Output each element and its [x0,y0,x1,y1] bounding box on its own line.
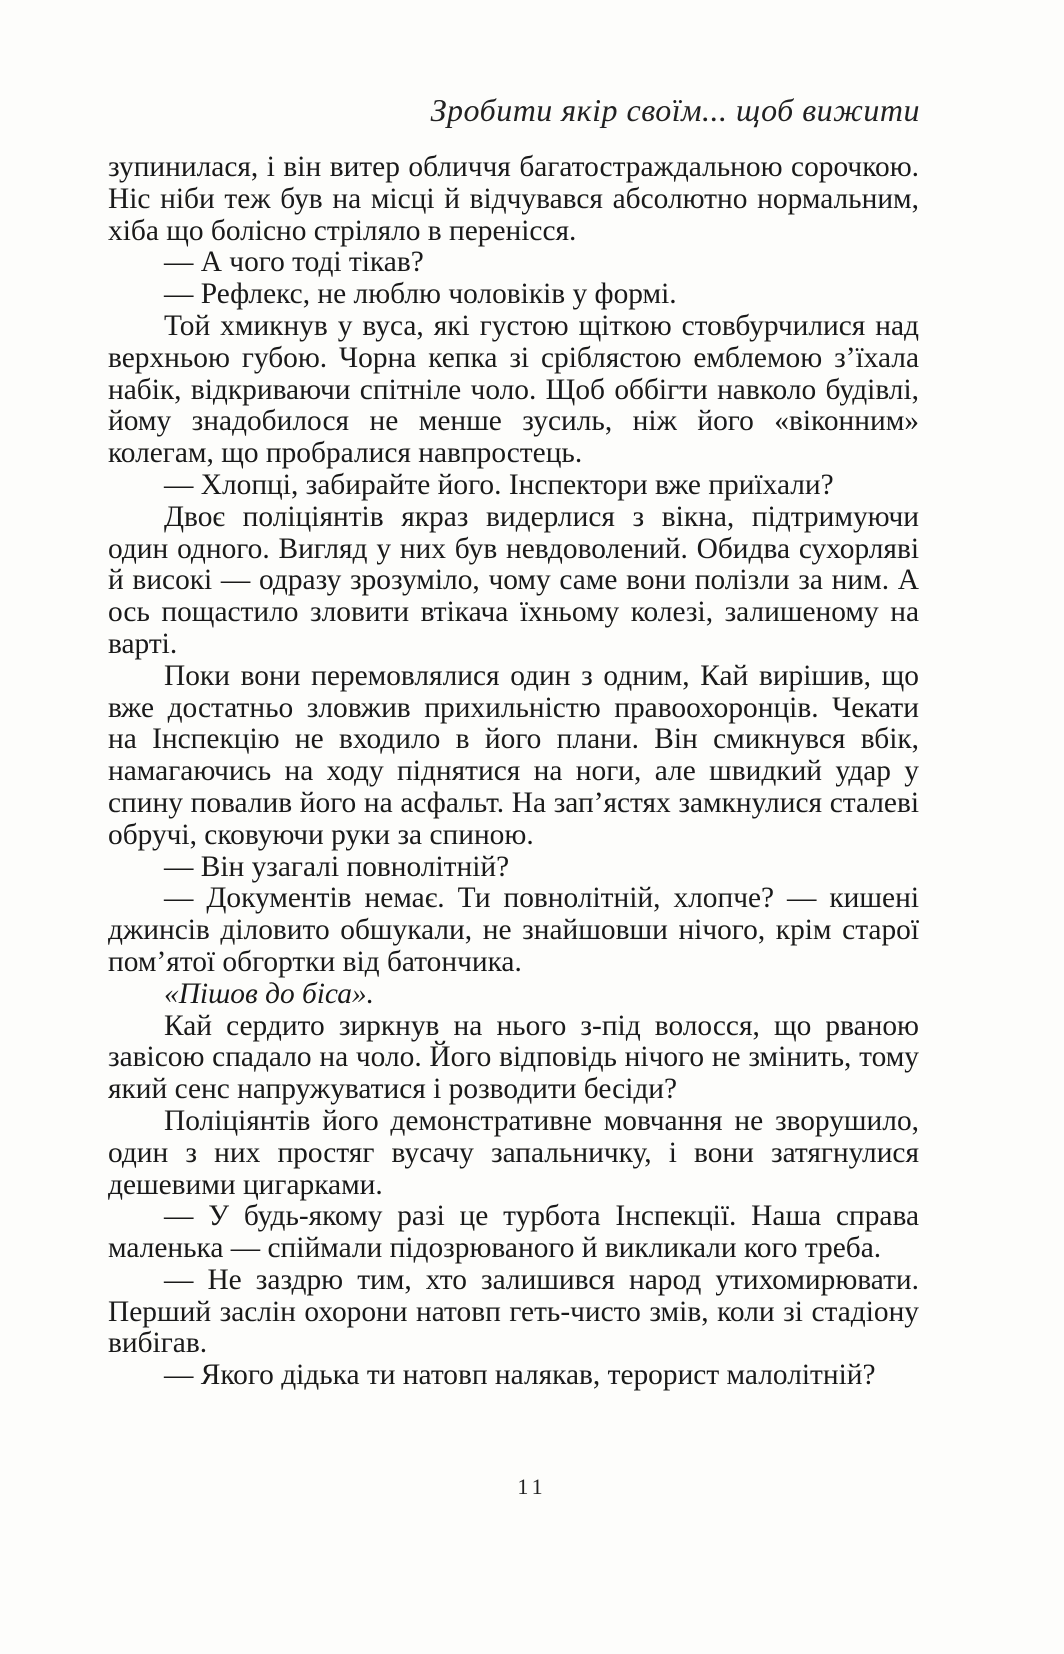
paragraph: — Документів немає. Ти повнолітній, хлопче? — кишені джинсів діловито обшукали, не знайшовши нічого, крім старої пом’ятої обгортки від батончика. [108,882,919,978]
paragraph: — Рефлекс, не люблю чоловіків у формі. [164,278,677,311]
paragraph: Двоє поліціянтів якраз видерлися з вікна, підтримуючи один одного. Вигляд у них був невдоволений. Обидва сухорляві й високі — одразу зрозуміло, чому саме вони полізли за ним. А ось пощастило зловити втікача їхньому колезі, залишеному на варті. [108,500,919,660]
body-text [108,152,919,1392]
paragraph: — Він узагалі повнолітній? [164,850,510,883]
paragraph: Кай сердито зиркнув на нього з-під волосся, що рваною завісою спадало на чоло. Його відповідь нічого не змінить, тому який сенс напружуватися і розводити бесіди? [108,1009,919,1106]
paragraph: — Якого дідька ти натовп налякав, терорист малолітній? [164,1359,876,1392]
paragraph: Той хмикнув у вуса, які густою щіткою стовбурчилися над верхньою губою. Чорна кепка зі сріблястою емблемою з’їхала набік, відкриваючи спітніле чоло. Щоб оббігти навколо будівлі, йому знадобилося не менше зусиль, ніж його «віконним» колегам, що пробралися навпростець. [108,309,919,470]
paragraph: зупинилася, і він витер обличчя багатостраждальною сорочкою. Ніс ніби теж був на місці й відчувався абсолютно нормальним, хіба що болісно стріляло в перенісся. [108,151,919,247]
page-number: 11 [517,1474,547,1499]
paragraph: — Не заздрю тим, хто залишився народ утихомирювати. Перший заслін охорони натовп геть-чисто змів, коли зі стадіону вибігав. [108,1263,919,1360]
paragraph: Поліціянтів його демонстративне мовчання не зворушило, один з них простяг вусачу запальничку, і вони затягнулися дешевими цигарками. [108,1104,919,1201]
paragraph: — У будь-якому разі це турбота Інспекції. Наша справа маленька — спіймали підозрюваного й викликали кого треба. [108,1200,919,1265]
paragraph: Поки вони перемовлялися один з одним, Кай вирішив, що вже достатньо зловжив прихильністю правоохоронців. Чекати на Інспекцію не входило в його плани. Він смикнувся вбік, намагаючись на ходу піднятися на ноги, але швидкий удар у спину повалив його на асфальт. На зап’ястях замкнулися сталеві обручі, сковуючи руки за спиною. [108,659,919,851]
running-header: Зробити якір своїм... щоб вижити [430,92,920,128]
paragraph-italic-thought: «Пішов до біса». [164,977,374,1010]
paragraph: — Хлопці, забирайте його. Інспектори вже приїхали? [164,468,834,501]
paragraph: — А чого тоді тікав? [164,246,424,279]
